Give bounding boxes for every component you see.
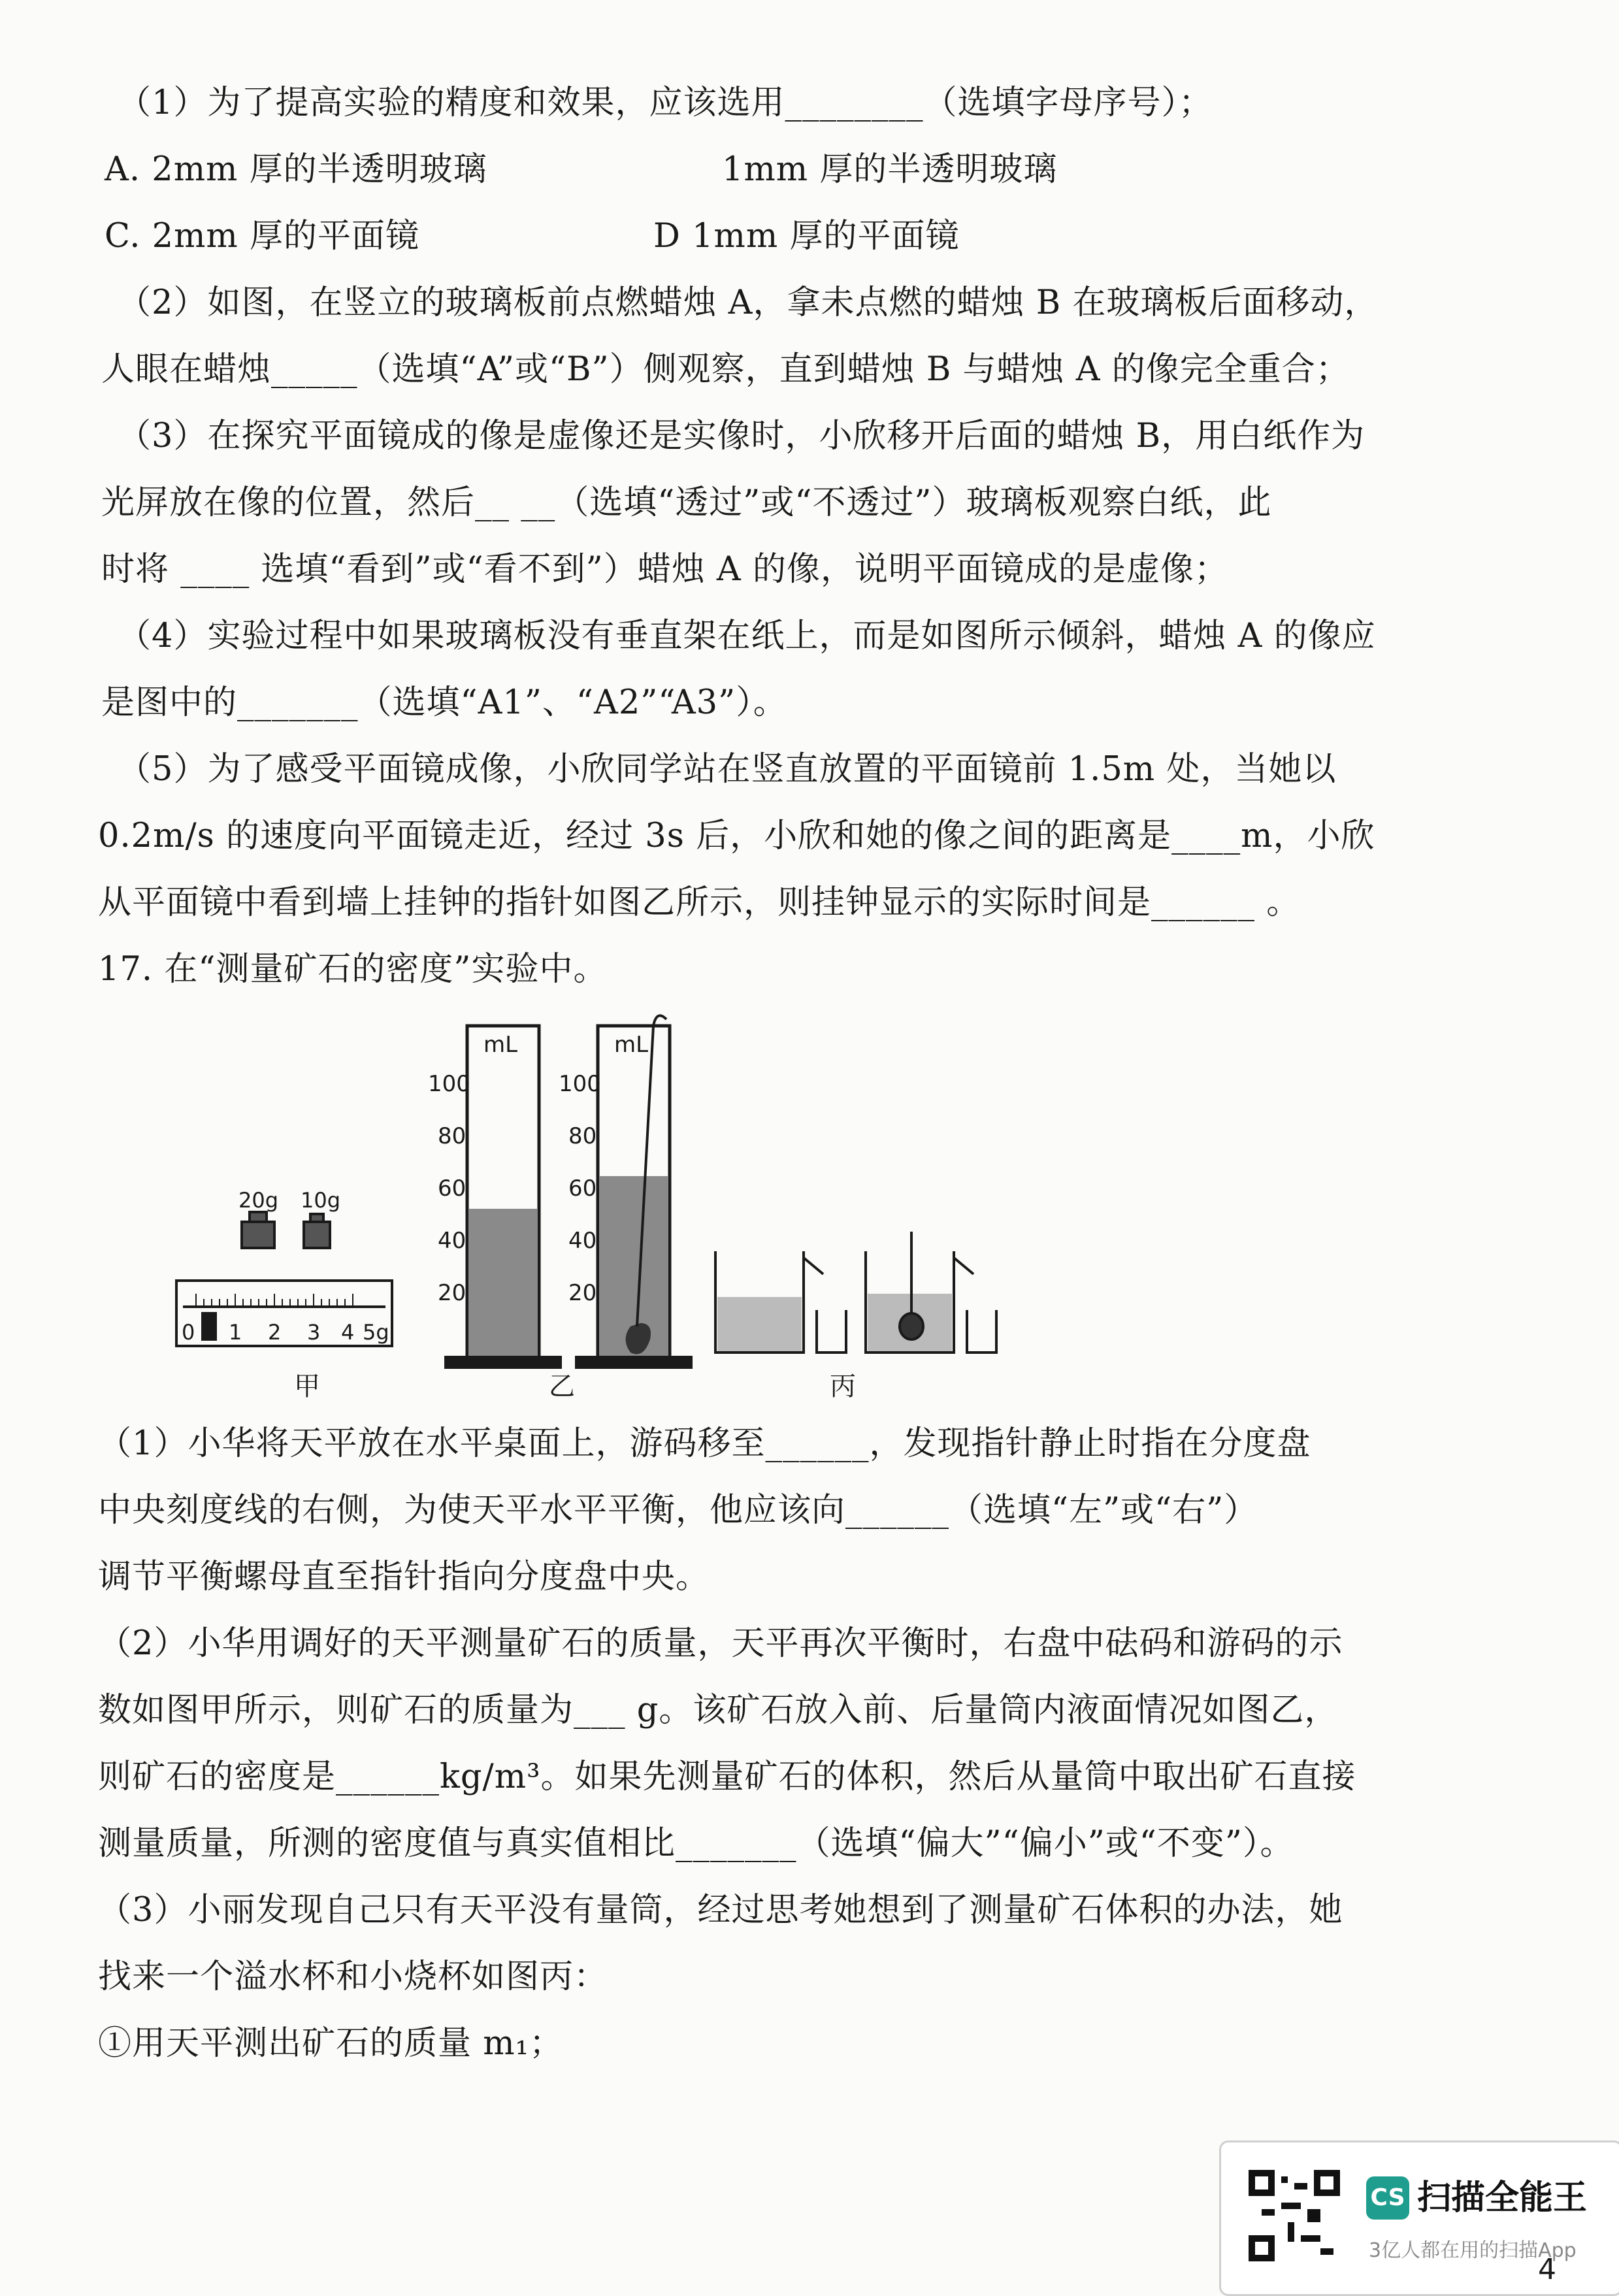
q17-part2-cont3: 测量质量，所测的密度值与真实值相比_______（选填“偏大”“偏小”或“不变”）。 — [98, 1824, 1294, 1863]
q17-part2-cont: 数如图甲所示，则矿石的质量为___ g。该矿石放入前、后量筒内液面情况如图乙， — [98, 1691, 1339, 1730]
liquid-before — [469, 1209, 537, 1358]
qr-code-icon — [1249, 2170, 1340, 2261]
cylinder2-unit: mL — [614, 1032, 649, 1058]
c2-tick-40: 40 — [568, 1228, 597, 1254]
q17-part1: （1）小华将天平放在水平桌面上，游码移至______，发现指针静止时指在分度盘 — [98, 1424, 1311, 1463]
q16-option-d: D 1mm 厚的平面镜 — [653, 217, 960, 255]
weight-10g-label: 10g — [301, 1188, 341, 1213]
c1-tick-20: 20 — [438, 1280, 466, 1306]
cs-logo-icon: CS — [1366, 2176, 1409, 2220]
scanner-tagline: 3亿人都在用的扫描App — [1369, 2239, 1577, 2262]
q17-step1: ①用天平测出矿石的质量 m₁； — [98, 2024, 564, 2063]
q16-part1: （1）为了提高实验的精度和效果，应该选用________（选填字母序号）； — [118, 84, 1213, 122]
c2-tick-60: 60 — [568, 1175, 597, 1202]
q16-option-c: C. 2mm 厚的平面镜 — [105, 217, 420, 255]
q16-part4: （4）实验过程中如果玻璃板没有垂直架在纸上，而是如图所示倾斜，蜡烛 A 的像应 — [118, 617, 1376, 655]
q16-part4-cont: 是图中的_______（选填“A1”、“A2”“A3”）。 — [101, 683, 787, 722]
caption-yi: 乙 — [549, 1371, 575, 1402]
apparatus-diagram — [170, 1000, 1045, 1405]
q16-part5: （5）为了感受平面镜成像，小欣同学站在竖直放置的平面镜前 1.5m 处，当她以 — [118, 750, 1337, 789]
scale-tick-3: 3 — [307, 1320, 321, 1345]
q17-part2-cont2: 则矿石的密度是______kg/m³。如果先测量矿石的体积，然后从量筒中取出矿石直接 — [98, 1758, 1356, 1796]
c2-tick-20: 20 — [568, 1280, 597, 1306]
q16-part2-cont: 人眼在蜡烛_____（选填“A”或“B”）侧观察，直到蜡烛 B 与蜡烛 A 的像完全重合； — [101, 350, 1350, 389]
page-number: 4 — [1538, 2253, 1556, 2286]
q17-part1-cont2: 调节平衡螺母直至指针指向分度盘中央。 — [98, 1558, 710, 1596]
q17-part1-cont: 中央刻度线的右侧，为使天平水平平衡，他应该向______（选填“左”或“右”） — [98, 1491, 1258, 1530]
rider — [203, 1313, 216, 1339]
scanner-watermark — [1219, 2140, 1619, 2296]
weight-20g — [242, 1222, 274, 1248]
q16-option-a: A. 2mm 厚的半透明玻璃 — [105, 150, 487, 189]
scale-tick-2: 2 — [268, 1320, 282, 1345]
c1-tick-100: 100 — [428, 1071, 470, 1097]
q17-part3-cont: 找来一个溢水杯和小烧杯如图丙： — [98, 1958, 608, 1996]
q16-part2: （2）如图，在竖立的玻璃板前点燃蜡烛 A，拿未点燃的蜡烛 B 在玻璃板后面移动， — [118, 284, 1379, 322]
overflow-setup-1 — [715, 1251, 846, 1353]
c1-tick-40: 40 — [438, 1228, 466, 1254]
scale-tick-1: 1 — [229, 1320, 242, 1345]
q17-part2: （2）小华用调好的天平测量矿石的质量，天平再次平衡时，右盘中砝码和游码的示 — [98, 1624, 1343, 1663]
c1-tick-80: 80 — [438, 1123, 466, 1149]
c2-tick-80: 80 — [568, 1123, 597, 1149]
caption-jia: 甲 — [294, 1371, 320, 1402]
scale-tick-0: 0 — [182, 1320, 195, 1345]
q17-title: 17. 在“测量矿石的密度”实验中。 — [98, 950, 608, 989]
weight-20g-label: 20g — [238, 1188, 279, 1213]
q17-part3: （3）小丽发现自己只有天平没有量筒，经过思考她想到了测量矿石体积的办法，她 — [98, 1891, 1343, 1929]
scale-tick-4: 4 — [341, 1320, 355, 1345]
q16-option-b: 1mm 厚的半透明玻璃 — [722, 150, 1058, 189]
q16-part3: （3）在探究平面镜成的像是虚像还是实像时，小欣移开后面的蜡烛 B，用白纸作为 — [118, 417, 1366, 455]
q16-part3-cont: 光屏放在像的位置，然后__ __（选填“透过”或“不透过”）玻璃板观察白纸，此 — [101, 484, 1272, 522]
balance-figure — [176, 1212, 392, 1346]
c1-tick-60: 60 — [438, 1175, 466, 1202]
scale-tick-5: 5g — [363, 1320, 389, 1345]
scanner-brand-name: 扫描全能王 — [1417, 2178, 1588, 2218]
c2-tick-100: 100 — [559, 1071, 601, 1097]
q16-part5-cont: 0.2m/s 的速度向平面镜走近，经过 3s 后，小欣和她的像之间的距离是____m，小欣 — [98, 817, 1375, 855]
caption-bing: 丙 — [830, 1371, 856, 1402]
q16-part3-cont2: 时将 ____ 选填“看到”或“看不到”）蜡烛 A 的像，说明平面镜成的是虚像； — [101, 550, 1228, 589]
overflow-setup-2 — [866, 1232, 996, 1353]
weight-10g — [304, 1222, 330, 1248]
q17-figure — [170, 1000, 1045, 1405]
cylinder1-unit: mL — [483, 1032, 518, 1058]
q16-part5-cont2: 从平面镜中看到墙上挂钟的指针如图乙所示，则挂钟显示的实际时间是______ 。 — [98, 883, 1301, 922]
